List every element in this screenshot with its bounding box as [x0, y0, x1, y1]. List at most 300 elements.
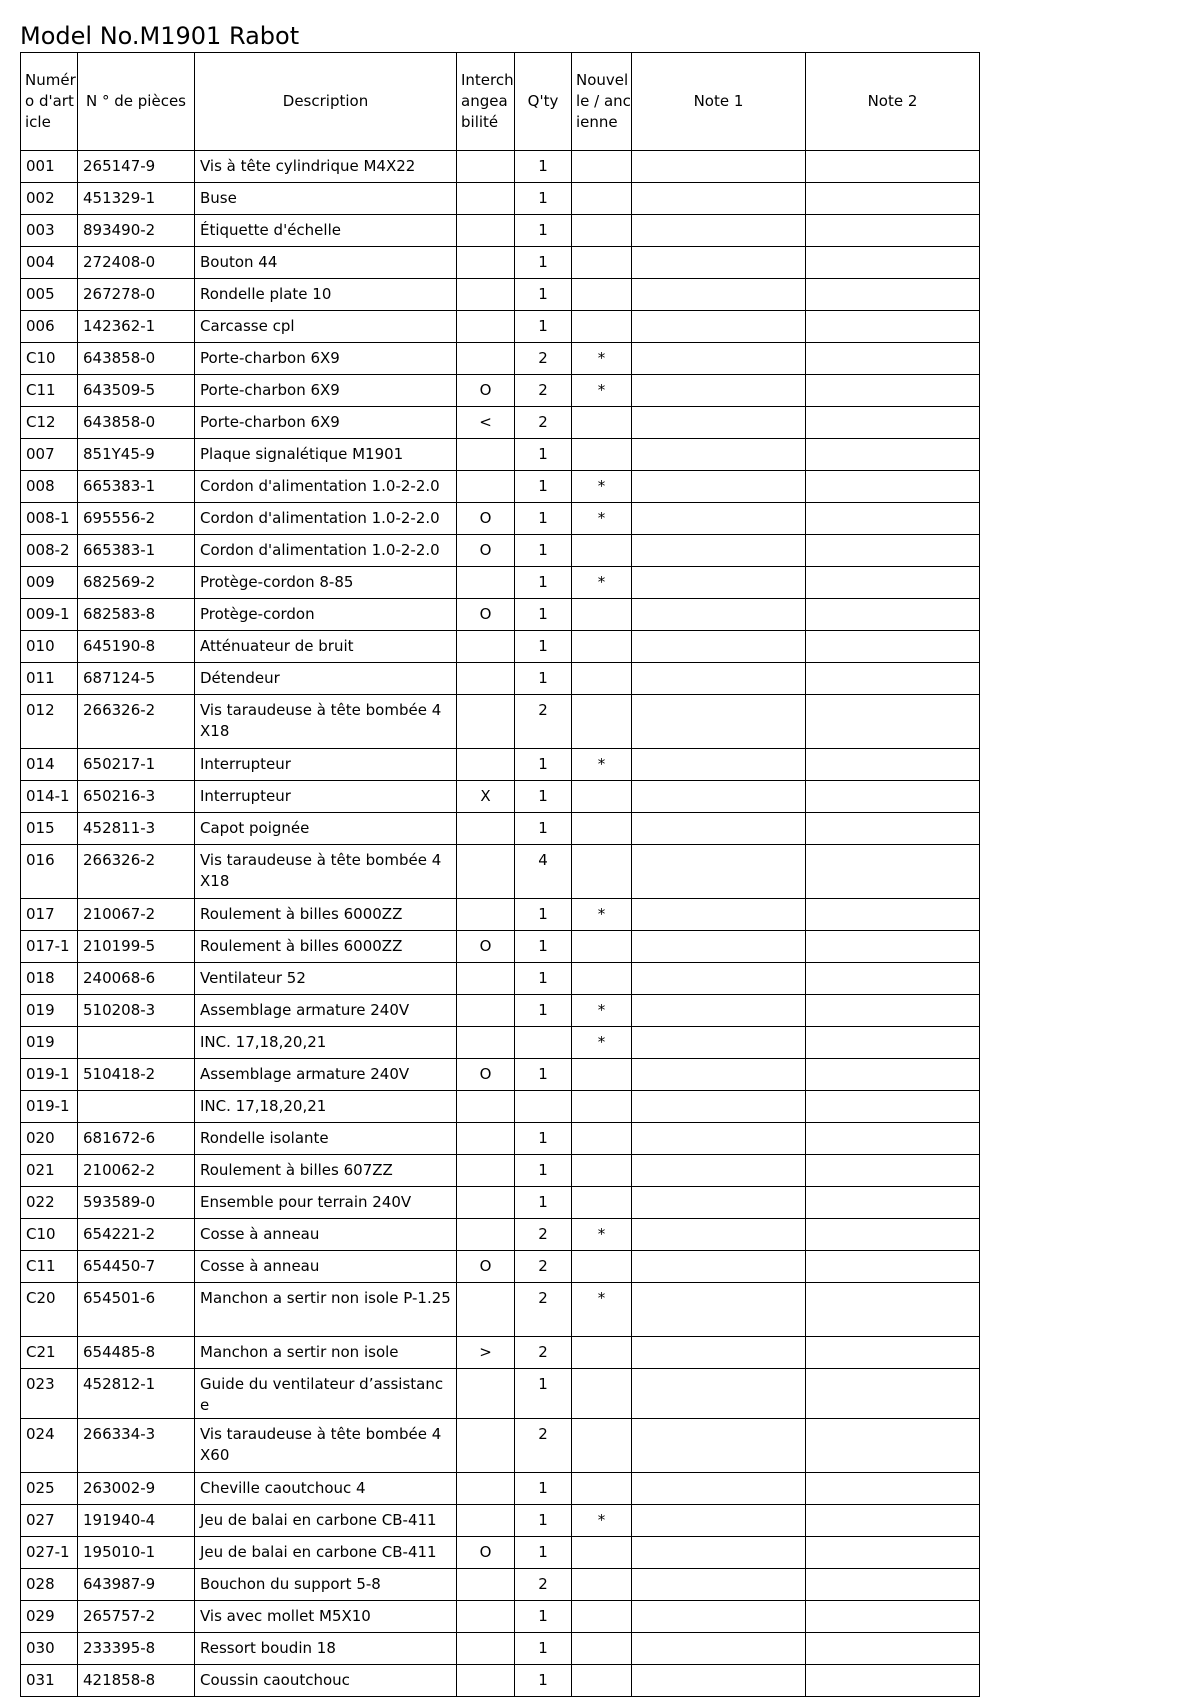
cell-part-number: 682583-8 [78, 599, 195, 631]
cell-interchangeability [457, 749, 515, 781]
cell-part-number: 421858-8 [78, 1665, 195, 1697]
cell-note-2 [806, 599, 980, 631]
table-row [21, 845, 980, 899]
cell-note-1 [632, 1337, 806, 1369]
cell-new-old [572, 1633, 632, 1665]
cell-new-old [572, 1091, 632, 1123]
parts-table-body [21, 151, 980, 1697]
table-row [21, 1337, 980, 1369]
cell-description: Coussin caoutchouc [195, 1665, 457, 1697]
cell-note-2 [806, 1123, 980, 1155]
cell-item-number: 015 [21, 813, 78, 845]
cell-interchangeability [457, 1665, 515, 1697]
cell-interchangeability [457, 1283, 515, 1337]
cell-description: Jeu de balai en carbone CB-411 [195, 1505, 457, 1537]
cell-note-2 [806, 183, 980, 215]
cell-quantity [515, 1027, 572, 1059]
cell-note-1 [632, 1665, 806, 1697]
cell-part-number: 893490-2 [78, 215, 195, 247]
cell-note-1 [632, 1419, 806, 1473]
cell-interchangeability: < [457, 407, 515, 439]
cell-note-1 [632, 151, 806, 183]
cell-item-number: 028 [21, 1569, 78, 1601]
cell-note-1 [632, 407, 806, 439]
cell-item-number: 025 [21, 1473, 78, 1505]
cell-note-2 [806, 749, 980, 781]
cell-description: Porte-charbon 6X9 [195, 375, 457, 407]
cell-note-2 [806, 311, 980, 343]
cell-note-1 [632, 1369, 806, 1419]
cell-description: Manchon a sertir non isole [195, 1337, 457, 1369]
cell-part-number: 266326-2 [78, 695, 195, 749]
table-row [21, 535, 980, 567]
cell-new-old [572, 663, 632, 695]
table-row [21, 1219, 980, 1251]
cell-part-number: 851Y45-9 [78, 439, 195, 471]
cell-description: Cordon d'alimentation 1.0-2-2.0 [195, 535, 457, 567]
cell-part-number: 210062-2 [78, 1155, 195, 1187]
cell-quantity: 1 [515, 215, 572, 247]
cell-description: Buse [195, 183, 457, 215]
cell-description: Cordon d'alimentation 1.0-2-2.0 [195, 503, 457, 535]
cell-note-2 [806, 1473, 980, 1505]
cell-part-number: 233395-8 [78, 1633, 195, 1665]
cell-item-number: 024 [21, 1419, 78, 1473]
cell-note-2 [806, 1537, 980, 1569]
cell-note-1 [632, 749, 806, 781]
cell-new-old: * [572, 1505, 632, 1537]
cell-note-2 [806, 1601, 980, 1633]
cell-part-number: 210067-2 [78, 899, 195, 931]
cell-new-old [572, 535, 632, 567]
table-row [21, 1091, 980, 1123]
cell-item-number: 003 [21, 215, 78, 247]
cell-new-old [572, 215, 632, 247]
cell-new-old: * [572, 1283, 632, 1337]
cell-interchangeability [457, 279, 515, 311]
cell-description: Rondelle isolante [195, 1123, 457, 1155]
cell-quantity: 2 [515, 375, 572, 407]
table-row [21, 1123, 980, 1155]
cell-part-number: 682569-2 [78, 567, 195, 599]
cell-part-number: 650216-3 [78, 781, 195, 813]
table-row [21, 1665, 980, 1697]
cell-quantity: 2 [515, 1251, 572, 1283]
cell-note-1 [632, 1251, 806, 1283]
cell-part-number: 695556-2 [78, 503, 195, 535]
cell-part-number [78, 1091, 195, 1123]
cell-quantity: 1 [515, 1537, 572, 1569]
cell-new-old [572, 695, 632, 749]
cell-interchangeability [457, 1419, 515, 1473]
cell-note-2 [806, 963, 980, 995]
cell-new-old: * [572, 375, 632, 407]
cell-note-2 [806, 439, 980, 471]
cell-part-number: 210199-5 [78, 931, 195, 963]
cell-new-old [572, 1123, 632, 1155]
cell-interchangeability [457, 995, 515, 1027]
cell-part-number: 654221-2 [78, 1219, 195, 1251]
cell-quantity: 2 [515, 1569, 572, 1601]
cell-note-1 [632, 1569, 806, 1601]
cell-interchangeability: O [457, 599, 515, 631]
cell-note-2 [806, 631, 980, 663]
header-note-2: Note 2 [806, 53, 980, 151]
cell-new-old [572, 1569, 632, 1601]
cell-note-2 [806, 931, 980, 963]
cell-new-old [572, 1601, 632, 1633]
cell-new-old [572, 781, 632, 813]
header-part-number: N ° de pièces [78, 53, 195, 151]
cell-note-2 [806, 1569, 980, 1601]
cell-part-number: 191940-4 [78, 1505, 195, 1537]
cell-new-old [572, 311, 632, 343]
cell-new-old [572, 1473, 632, 1505]
cell-part-number: 593589-0 [78, 1187, 195, 1219]
cell-item-number: 009-1 [21, 599, 78, 631]
cell-note-2 [806, 535, 980, 567]
cell-note-1 [632, 471, 806, 503]
cell-item-number: C12 [21, 407, 78, 439]
cell-quantity: 1 [515, 599, 572, 631]
cell-note-2 [806, 1633, 980, 1665]
cell-note-1 [632, 995, 806, 1027]
cell-part-number: 654485-8 [78, 1337, 195, 1369]
cell-note-1 [632, 439, 806, 471]
table-row [21, 931, 980, 963]
cell-note-1 [632, 931, 806, 963]
cell-item-number: C10 [21, 1219, 78, 1251]
cell-note-2 [806, 995, 980, 1027]
cell-item-number: 020 [21, 1123, 78, 1155]
cell-item-number: 008-1 [21, 503, 78, 535]
cell-note-2 [806, 567, 980, 599]
cell-quantity: 2 [515, 407, 572, 439]
cell-part-number [78, 1027, 195, 1059]
cell-note-2 [806, 1059, 980, 1091]
cell-interchangeability [457, 567, 515, 599]
cell-item-number: 008-2 [21, 535, 78, 567]
cell-part-number: 665383-1 [78, 471, 195, 503]
table-row [21, 695, 980, 749]
cell-note-1 [632, 1091, 806, 1123]
cell-part-number: 267278-0 [78, 279, 195, 311]
cell-item-number: 014 [21, 749, 78, 781]
table-row [21, 151, 980, 183]
cell-quantity: 1 [515, 1155, 572, 1187]
cell-note-2 [806, 899, 980, 931]
cell-new-old: * [572, 1219, 632, 1251]
cell-new-old [572, 1537, 632, 1569]
cell-quantity: 2 [515, 695, 572, 749]
cell-item-number: 011 [21, 663, 78, 695]
table-row [21, 407, 980, 439]
table-row [21, 471, 980, 503]
cell-interchangeability [457, 1091, 515, 1123]
table-row [21, 1569, 980, 1601]
header-item-number: Numéro d'article [21, 53, 78, 151]
cell-item-number: 017-1 [21, 931, 78, 963]
cell-note-1 [632, 599, 806, 631]
cell-item-number: 031 [21, 1665, 78, 1697]
cell-interchangeability: X [457, 781, 515, 813]
cell-note-2 [806, 407, 980, 439]
cell-note-1 [632, 247, 806, 279]
cell-description: Manchon a sertir non isole P-1.25 [195, 1283, 457, 1337]
cell-quantity: 1 [515, 1505, 572, 1537]
cell-part-number: 452812-1 [78, 1369, 195, 1419]
cell-part-number: 142362-1 [78, 311, 195, 343]
cell-item-number: 022 [21, 1187, 78, 1219]
cell-new-old: * [572, 471, 632, 503]
header-quantity: Q'ty [515, 53, 572, 151]
cell-item-number: 021 [21, 1155, 78, 1187]
cell-description: Étiquette d'échelle [195, 215, 457, 247]
cell-interchangeability [457, 663, 515, 695]
cell-note-2 [806, 1505, 980, 1537]
cell-interchangeability [457, 1027, 515, 1059]
cell-quantity: 1 [515, 1473, 572, 1505]
table-row [21, 1251, 980, 1283]
cell-item-number: 030 [21, 1633, 78, 1665]
cell-part-number: 263002-9 [78, 1473, 195, 1505]
cell-part-number: 681672-6 [78, 1123, 195, 1155]
table-row [21, 663, 980, 695]
cell-note-1 [632, 781, 806, 813]
cell-note-1 [632, 1059, 806, 1091]
cell-quantity: 2 [515, 343, 572, 375]
cell-new-old [572, 1059, 632, 1091]
cell-description: Bouton 44 [195, 247, 457, 279]
cell-item-number: 002 [21, 183, 78, 215]
table-row [21, 1419, 980, 1473]
table-row [21, 503, 980, 535]
table-row [21, 1155, 980, 1187]
cell-description: Détendeur [195, 663, 457, 695]
cell-note-1 [632, 1187, 806, 1219]
cell-note-2 [806, 1337, 980, 1369]
cell-interchangeability [457, 1123, 515, 1155]
cell-part-number: 272408-0 [78, 247, 195, 279]
table-row [21, 311, 980, 343]
table-row [21, 995, 980, 1027]
cell-part-number: 654450-7 [78, 1251, 195, 1283]
cell-description: Vis taraudeuse à tête bombée 4X18 [195, 695, 457, 749]
cell-quantity: 1 [515, 1665, 572, 1697]
cell-item-number: 017 [21, 899, 78, 931]
cell-part-number: 510208-3 [78, 995, 195, 1027]
cell-interchangeability: > [457, 1337, 515, 1369]
cell-description: Interrupteur [195, 781, 457, 813]
cell-new-old [572, 1419, 632, 1473]
cell-description: Porte-charbon 6X9 [195, 343, 457, 375]
cell-interchangeability [457, 963, 515, 995]
cell-note-2 [806, 375, 980, 407]
cell-description: Carcasse cpl [195, 311, 457, 343]
cell-note-1 [632, 1633, 806, 1665]
cell-description: Cosse à anneau [195, 1251, 457, 1283]
cell-interchangeability [457, 695, 515, 749]
cell-description: Protège-cordon 8-85 [195, 567, 457, 599]
cell-interchangeability [457, 1187, 515, 1219]
cell-new-old [572, 963, 632, 995]
cell-item-number: 009 [21, 567, 78, 599]
cell-quantity: 1 [515, 1187, 572, 1219]
cell-new-old: * [572, 995, 632, 1027]
cell-note-1 [632, 279, 806, 311]
cell-note-1 [632, 1537, 806, 1569]
cell-new-old [572, 931, 632, 963]
cell-quantity: 1 [515, 471, 572, 503]
cell-note-1 [632, 1219, 806, 1251]
cell-part-number: 240068-6 [78, 963, 195, 995]
cell-quantity: 1 [515, 1601, 572, 1633]
cell-quantity: 1 [515, 995, 572, 1027]
cell-interchangeability [457, 1633, 515, 1665]
cell-item-number: 019-1 [21, 1059, 78, 1091]
cell-note-2 [806, 215, 980, 247]
cell-description: Ventilateur 52 [195, 963, 457, 995]
cell-new-old [572, 1665, 632, 1697]
cell-item-number: 004 [21, 247, 78, 279]
cell-quantity: 1 [515, 1123, 572, 1155]
cell-description: Roulement à billes 607ZZ [195, 1155, 457, 1187]
cell-interchangeability [457, 1219, 515, 1251]
table-row [21, 1369, 980, 1419]
cell-note-1 [632, 695, 806, 749]
cell-interchangeability: O [457, 503, 515, 535]
cell-item-number: C21 [21, 1337, 78, 1369]
cell-quantity: 1 [515, 311, 572, 343]
cell-note-1 [632, 503, 806, 535]
cell-item-number: C20 [21, 1283, 78, 1337]
table-row [21, 439, 980, 471]
page-title: Model No.M1901 Rabot [20, 22, 300, 50]
cell-item-number: 005 [21, 279, 78, 311]
cell-interchangeability [457, 1505, 515, 1537]
cell-part-number: 451329-1 [78, 183, 195, 215]
header-new-old: Nouvelle / ancienne [572, 53, 632, 151]
table-row [21, 1601, 980, 1633]
cell-note-2 [806, 695, 980, 749]
cell-quantity: 1 [515, 1369, 572, 1419]
cell-interchangeability [457, 1369, 515, 1419]
table-row [21, 781, 980, 813]
cell-new-old [572, 183, 632, 215]
cell-note-1 [632, 631, 806, 663]
cell-quantity: 2 [515, 1219, 572, 1251]
cell-quantity: 2 [515, 1419, 572, 1473]
cell-note-1 [632, 963, 806, 995]
cell-quantity: 2 [515, 1283, 572, 1337]
cell-note-2 [806, 1419, 980, 1473]
cell-description: Interrupteur [195, 749, 457, 781]
cell-new-old [572, 407, 632, 439]
header-row [21, 53, 980, 151]
cell-new-old: * [572, 567, 632, 599]
cell-quantity: 1 [515, 567, 572, 599]
table-row [21, 599, 980, 631]
cell-item-number: C11 [21, 1251, 78, 1283]
cell-description: Assemblage armature 240V [195, 995, 457, 1027]
cell-new-old: * [572, 899, 632, 931]
table-row [21, 215, 980, 247]
cell-description: INC. 17,18,20,21 [195, 1027, 457, 1059]
table-row [21, 1473, 980, 1505]
table-row [21, 1059, 980, 1091]
cell-note-2 [806, 845, 980, 899]
cell-new-old [572, 845, 632, 899]
cell-note-1 [632, 1123, 806, 1155]
cell-interchangeability [457, 1601, 515, 1633]
cell-note-1 [632, 1473, 806, 1505]
header-description: Description [195, 53, 457, 151]
cell-note-1 [632, 1155, 806, 1187]
cell-description: Vis taraudeuse à tête bombée 4X18 [195, 845, 457, 899]
cell-note-1 [632, 663, 806, 695]
cell-new-old [572, 1337, 632, 1369]
cell-description: Roulement à billes 6000ZZ [195, 899, 457, 931]
cell-note-2 [806, 663, 980, 695]
table-row [21, 247, 980, 279]
cell-part-number: 643858-0 [78, 343, 195, 375]
cell-description: Roulement à billes 6000ZZ [195, 931, 457, 963]
cell-new-old [572, 599, 632, 631]
cell-part-number: 643858-0 [78, 407, 195, 439]
cell-item-number: 029 [21, 1601, 78, 1633]
table-row [21, 1633, 980, 1665]
cell-note-2 [806, 1251, 980, 1283]
cell-description: Cheville caoutchouc 4 [195, 1473, 457, 1505]
cell-item-number: 019 [21, 995, 78, 1027]
cell-quantity: 1 [515, 631, 572, 663]
table-row [21, 631, 980, 663]
cell-note-2 [806, 1665, 980, 1697]
cell-note-1 [632, 1505, 806, 1537]
cell-note-2 [806, 247, 980, 279]
cell-quantity: 1 [515, 931, 572, 963]
cell-quantity: 1 [515, 749, 572, 781]
cell-item-number: 012 [21, 695, 78, 749]
cell-description: Assemblage armature 240V [195, 1059, 457, 1091]
cell-quantity: 1 [515, 535, 572, 567]
cell-new-old: * [572, 343, 632, 375]
cell-quantity: 1 [515, 439, 572, 471]
table-row [21, 749, 980, 781]
cell-note-2 [806, 1027, 980, 1059]
cell-note-1 [632, 567, 806, 599]
cell-interchangeability [457, 439, 515, 471]
cell-description: Cosse à anneau [195, 1219, 457, 1251]
cell-interchangeability [457, 845, 515, 899]
cell-item-number: 018 [21, 963, 78, 995]
cell-description: Bouchon du support 5-8 [195, 1569, 457, 1601]
cell-description: Jeu de balai en carbone CB-411 [195, 1537, 457, 1569]
cell-note-2 [806, 279, 980, 311]
cell-item-number: 001 [21, 151, 78, 183]
cell-description: Rondelle plate 10 [195, 279, 457, 311]
cell-quantity: 2 [515, 1337, 572, 1369]
cell-note-2 [806, 781, 980, 813]
table-row [21, 899, 980, 931]
cell-note-2 [806, 151, 980, 183]
cell-description: Atténuateur de bruit [195, 631, 457, 663]
cell-new-old [572, 439, 632, 471]
cell-note-2 [806, 1219, 980, 1251]
cell-note-1 [632, 343, 806, 375]
cell-item-number: 008 [21, 471, 78, 503]
table-row [21, 1027, 980, 1059]
